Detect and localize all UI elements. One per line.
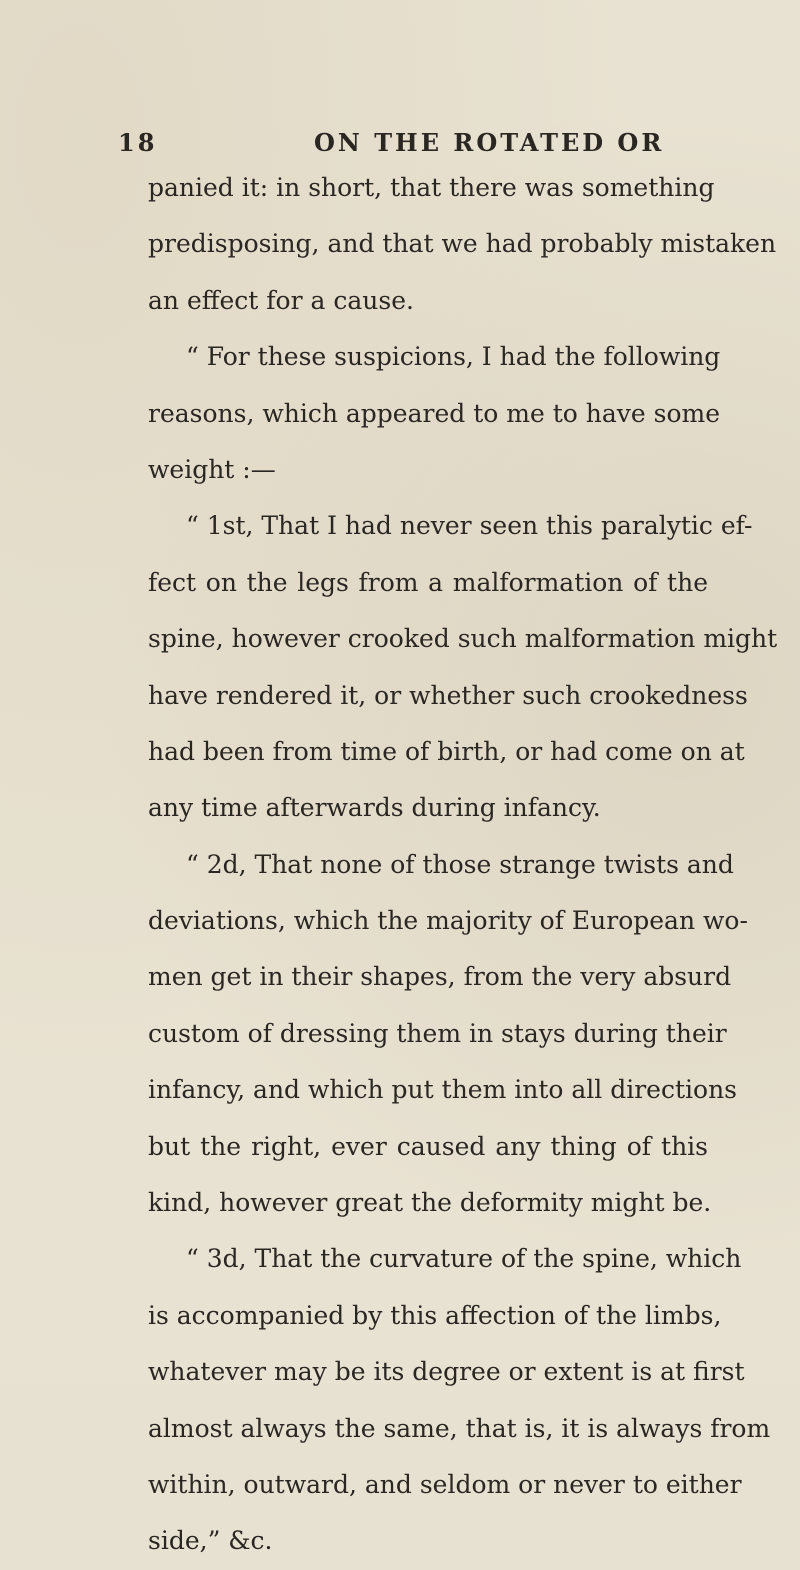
text-line: side,” &c. — [148, 1526, 273, 1556]
text-line: “ 3d, That the curvature of the spine, which — [186, 1244, 742, 1274]
text-line: any time afterwards during infancy. — [148, 793, 601, 823]
text-line: reasons, which appeared to me to have some — [148, 398, 720, 428]
text-line: spine, however crooked such malformation might — [148, 624, 778, 654]
text-line: infancy, and which put them into all directions — [148, 1075, 738, 1105]
text-line: almost always the same, that is, it is always from — [148, 1413, 771, 1443]
text-line: “ For these suspicions, I had the following — [186, 342, 721, 372]
text-line: within, outward, and seldom or never to either — [148, 1469, 742, 1499]
text-line: “ 1st, That I had never seen this paralytic ef- — [186, 511, 753, 541]
text-line: custom of dressing them in stays during their — [148, 1018, 727, 1048]
page-number: 18 — [118, 128, 158, 157]
text-line: deviations, which the majority of European wo- — [148, 906, 748, 936]
text-line: “ 2d, That none of those strange twists and — [186, 849, 734, 879]
text-line: but the right, ever caused any thing of this — [148, 1131, 708, 1161]
text-line: weight :— — [148, 454, 276, 484]
text-line: kind, however great the deformity might be. — [148, 1188, 712, 1218]
text-line: had been from time of birth, or had come on at — [148, 736, 745, 766]
text-line: men get in their shapes, from the very absurd — [148, 962, 732, 992]
text-line: fect on the legs from a malformation of the — [148, 567, 708, 597]
running-head: ON THE ROTATED OR — [314, 128, 665, 157]
text-line: panied it: in short, that there was something — [148, 173, 715, 202]
text-line: have rendered it, or whether such crookedness — [148, 680, 748, 710]
text-line: predisposing, and that we had probably mistaken — [148, 229, 777, 259]
body-text — [148, 160, 778, 1570]
text-line: is accompanied by this affection of the limbs, — [148, 1300, 722, 1330]
text-line: whatever may be its degree or extent is at first — [148, 1357, 745, 1387]
text-line: an effect for a cause. — [148, 285, 414, 315]
